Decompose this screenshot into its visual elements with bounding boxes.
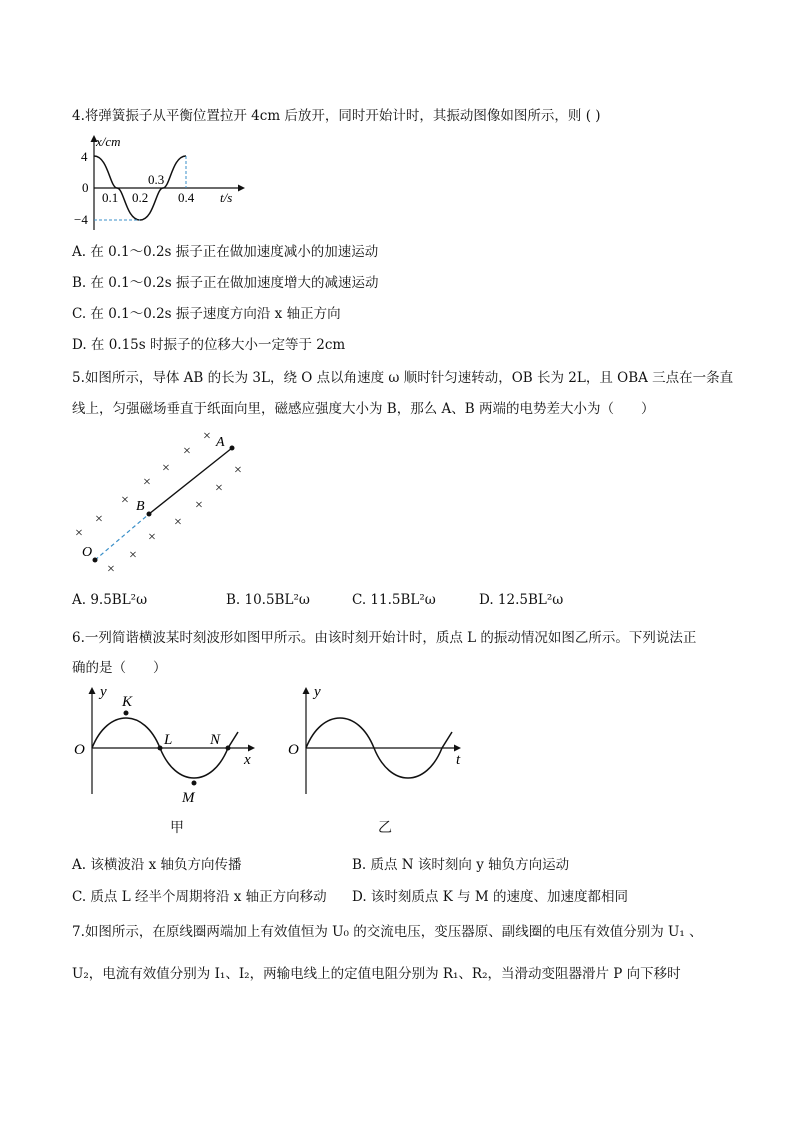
q6-stem-line2: 确的是（ ） <box>72 660 167 676</box>
svg-text:×: × <box>95 512 103 527</box>
q4-x-tick-04: 0.4 <box>178 190 195 205</box>
q5-option-a[interactable]: A. 9.5BL²ω <box>72 592 148 608</box>
svg-text:×: × <box>215 481 223 496</box>
q5-label-a: A <box>216 435 225 450</box>
q6-yi-origin: O <box>288 742 299 758</box>
q4-vibration-graph <box>76 134 256 234</box>
q6-label-m: M <box>182 790 195 806</box>
q6-wave-figure-jia <box>72 684 272 804</box>
svg-text:×: × <box>121 493 129 508</box>
q5-label-o: O <box>82 545 93 560</box>
svg-text:×: × <box>162 461 170 476</box>
q5-option-c[interactable]: C. 11.5BL²ω <box>352 592 436 608</box>
q5-magnetic-field-marks <box>75 429 242 577</box>
q4-option-c[interactable]: C. 在 0.1～0.2s 振子速度方向沿 x 轴正方向 <box>72 306 341 322</box>
q4-y-label: x/cm <box>96 134 121 149</box>
svg-text:×: × <box>234 463 242 478</box>
svg-text:×: × <box>143 475 151 490</box>
svg-text:×: × <box>203 429 211 444</box>
svg-text:×: × <box>183 444 191 459</box>
q6-yi-y-label: y <box>314 684 321 700</box>
q5-stem-line2: 线上，匀强磁场垂直于纸面向里，磁感应强度大小为 B，那么 A、B 两端的电势差大小为（ ） <box>72 401 655 417</box>
q6-jia-x-label: x <box>244 752 251 768</box>
svg-text:×: × <box>174 515 182 530</box>
q4-y-tick-4: 4 <box>81 149 88 164</box>
q6-jia-y-label: y <box>100 684 107 700</box>
q7-stem-line1: 7.如图所示，在原线圈两端加上有效值恒为 U₀ 的交流电压，变压器原、副线圈的电压有效值分别为 U₁ 、 <box>72 924 703 940</box>
svg-text:×: × <box>148 530 156 545</box>
q4-x-tick-01: 0.1 <box>102 190 119 205</box>
q6-option-d[interactable]: D. 该时刻质点 K 与 M 的速度、加速度都相同 <box>352 889 628 905</box>
q7-stem-line2: U₂，电流有效值分别为 I₁、I₂，两输电线上的定值电阻分别为 R₁、R₂，当滑动变阻器滑片 P 向下移时 <box>72 966 681 982</box>
q6-option-a[interactable]: A. 该横波沿 x 轴负方向传播 <box>72 857 242 873</box>
svg-text:×: × <box>129 548 137 563</box>
q4-x-label: t/s <box>220 190 233 205</box>
q4-y-tick-neg4: −4 <box>74 212 88 227</box>
q5-option-d[interactable]: D. 12.5BL²ω <box>479 592 564 608</box>
svg-text:×: × <box>107 562 115 577</box>
q6-jia-origin: O <box>74 742 85 758</box>
q5-label-b: B <box>136 499 145 514</box>
q6-label-k: K <box>122 694 133 710</box>
q6-label-l: L <box>164 732 173 748</box>
q5-option-b[interactable]: B. 10.5BL²ω <box>226 592 310 608</box>
q4-option-b[interactable]: B. 在 0.1～0.2s 振子正在做加速度增大的减速运动 <box>72 275 379 291</box>
q6-vibration-figure-yi <box>284 684 474 804</box>
q6-label-n: N <box>210 732 221 748</box>
q4-stem: 4.将弹簧振子从平衡位置拉开 4cm 后放开，同时开始计时，其振动图像如图所示，则 ( ) <box>72 108 601 124</box>
q6-caption-jia: 甲 <box>170 820 184 836</box>
svg-text:×: × <box>75 526 83 541</box>
q4-x-tick-02: 0.2 <box>132 190 149 205</box>
q6-yi-t-label: t <box>456 752 461 768</box>
q6-caption-yi: 乙 <box>378 820 392 836</box>
q5-stem-line1: 5.如图所示，导体 AB 的长为 3L，绕 O 点以角速度 ω 顺时针匀速转动，OB 长为 2L，且 OBA 三点在一条直 <box>72 370 734 386</box>
q6-option-b[interactable]: B. 质点 N 该时刻向 y 轴负方向运动 <box>352 857 570 873</box>
q5-rod-figure <box>70 422 270 582</box>
q6-stem-line1: 6.一列简谐横波某时刻波形如图甲所示。由该时刻开始计时，质点 L 的振动情况如图乙所示。下列说法正 <box>72 630 697 646</box>
svg-text:×: × <box>195 498 203 513</box>
q4-option-a[interactable]: A. 在 0.1～0.2s 振子正在做加速度减小的加速运动 <box>72 244 379 260</box>
q6-option-c[interactable]: C. 质点 L 经半个周期将沿 x 轴正方向移动 <box>72 889 327 905</box>
q4-x-tick-03: 0.3 <box>148 172 165 187</box>
q4-option-d[interactable]: D. 在 0.15s 时振子的位移大小一定等于 2cm <box>72 337 346 353</box>
q4-origin: 0 <box>82 180 89 195</box>
